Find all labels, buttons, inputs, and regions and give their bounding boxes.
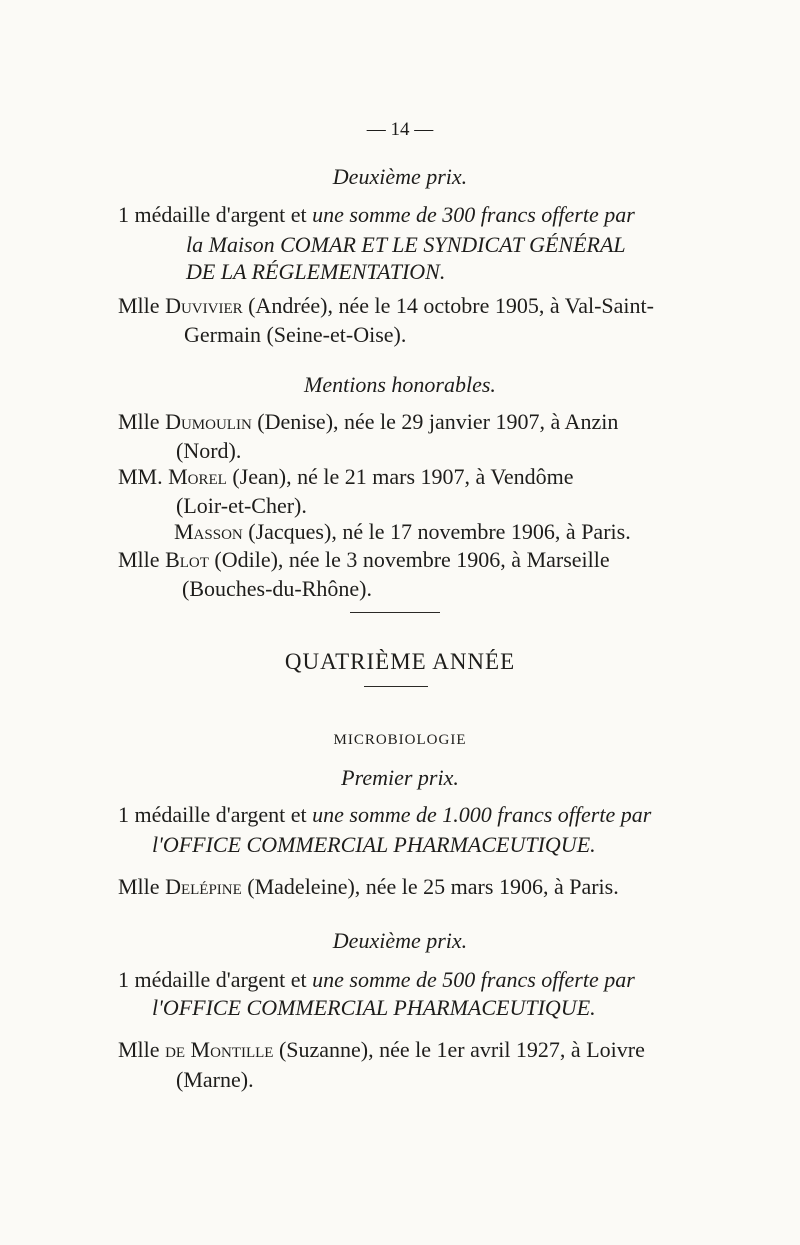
section-divider bbox=[350, 612, 440, 613]
mention-title: MM. bbox=[118, 464, 163, 489]
award-prefix: 1 médaille d'argent et bbox=[118, 967, 307, 992]
prize-heading-second: Deuxième prix. bbox=[332, 164, 468, 189]
winner-surname: de Montille bbox=[165, 1037, 274, 1062]
winner-details-continued: (Marne). bbox=[176, 1067, 254, 1092]
mention-details: (Denise), née le 29 janvier 1907, à Anzin bbox=[257, 409, 619, 434]
winner-title: Mlle bbox=[118, 1037, 160, 1062]
award-sponsor-line: l'OFFICE COMMERCIAL PHARMACEUTIQUE. bbox=[152, 832, 596, 857]
mention-entry bbox=[118, 546, 610, 574]
award-prefix: 1 médaille d'argent et bbox=[118, 802, 307, 827]
award-italic: une somme de 300 francs offerte par bbox=[312, 202, 635, 227]
award-line bbox=[118, 801, 651, 829]
prize-heading-first: Premier prix. bbox=[341, 765, 459, 790]
year-heading: QUATRIÈME ANNÉE bbox=[284, 649, 516, 674]
award-sponsor-line: la Maison COMAR ET LE SYNDICAT GÉNÉRAL bbox=[186, 232, 626, 257]
mention-details: (Odile), née le 3 novembre 1906, à Marseille bbox=[214, 547, 610, 572]
heading-underline bbox=[364, 686, 428, 687]
winner-details: (Andrée), née le 14 octobre 1905, à Val-Saint- bbox=[248, 293, 654, 318]
winner-title: Mlle bbox=[118, 293, 160, 318]
award-italic: une somme de 500 francs offerte par bbox=[312, 967, 635, 992]
subject-heading: MICROBIOLOGIE bbox=[333, 732, 467, 748]
winner-entry bbox=[118, 292, 654, 320]
award-prefix: 1 médaille d'argent et bbox=[118, 202, 307, 227]
winner-surname: Duvivier bbox=[165, 293, 243, 318]
winner-entry bbox=[118, 1036, 645, 1064]
mention-details: (Jean), né le 21 mars 1907, à Vendôme bbox=[232, 464, 574, 489]
mention-surname: Masson bbox=[174, 519, 243, 544]
mention-details-continued: (Nord). bbox=[176, 438, 242, 463]
award-sponsor-line: DE LA RÉGLEMENTATION. bbox=[186, 259, 446, 284]
mention-surname: Morel bbox=[168, 464, 227, 489]
mention-surname: Blot bbox=[165, 547, 209, 572]
mention-details-continued: (Loir-et-Cher). bbox=[176, 493, 307, 518]
mention-entry bbox=[174, 518, 631, 546]
mention-details-continued: (Bouches-du-Rhône). bbox=[182, 576, 373, 601]
mention-surname: Dumoulin bbox=[165, 409, 252, 434]
winner-details: (Madeleine), née le 25 mars 1906, à Paris. bbox=[247, 874, 619, 899]
mention-entry bbox=[118, 463, 573, 491]
page-number: — 14 — bbox=[366, 119, 434, 140]
winner-details-continued: Germain (Seine-et-Oise). bbox=[184, 322, 407, 347]
winner-title: Mlle bbox=[118, 874, 160, 899]
mention-title: Mlle bbox=[118, 547, 160, 572]
mention-title: Mlle bbox=[118, 409, 160, 434]
award-line bbox=[118, 201, 635, 229]
prize-heading-second: Deuxième prix. bbox=[332, 928, 468, 953]
winner-entry bbox=[118, 873, 619, 901]
mentions-heading: Mentions honorables. bbox=[304, 372, 496, 397]
award-italic: une somme de 1.000 francs offerte par bbox=[312, 802, 652, 827]
mention-details: (Jacques), né le 17 novembre 1906, à Paris. bbox=[248, 519, 631, 544]
award-sponsor-line: l'OFFICE COMMERCIAL PHARMACEUTIQUE. bbox=[152, 995, 596, 1020]
winner-details: (Suzanne), née le 1er avril 1927, à Loivre bbox=[278, 1037, 645, 1062]
award-line bbox=[118, 966, 635, 994]
winner-surname: Delépine bbox=[165, 874, 242, 899]
mention-entry bbox=[118, 408, 618, 436]
